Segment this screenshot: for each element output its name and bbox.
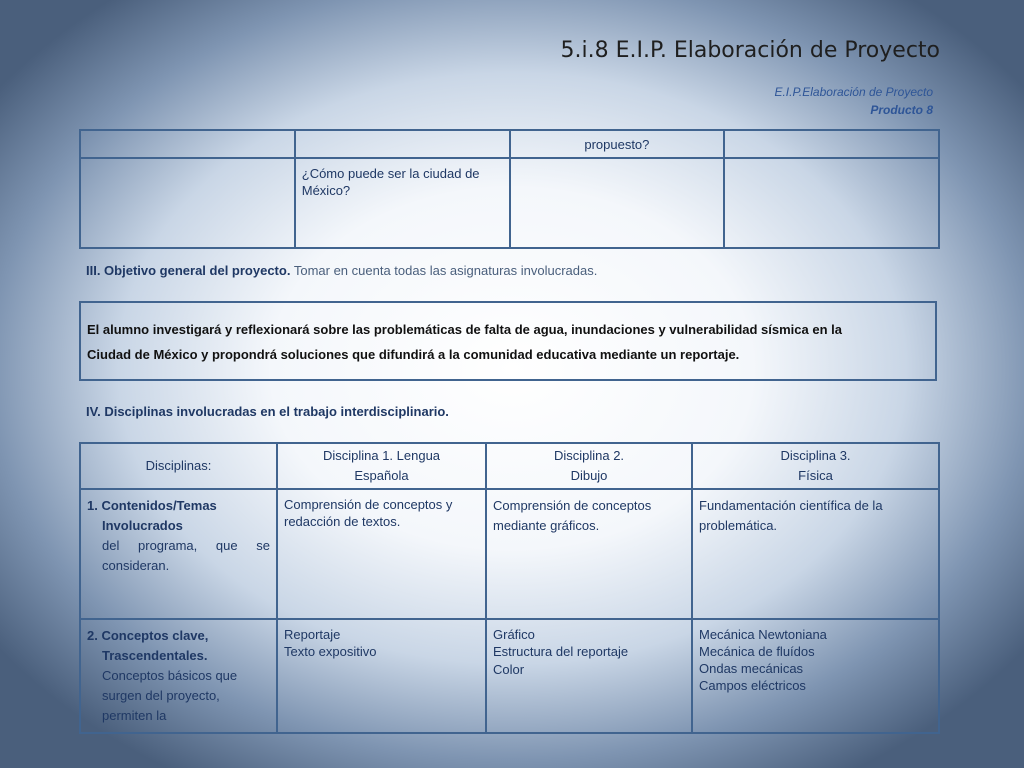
header-line: Disciplina 2. bbox=[553, 448, 625, 463]
objective-box bbox=[79, 301, 937, 381]
row-description: permiten la bbox=[102, 708, 167, 723]
row-label: 2. Conceptos clave, bbox=[87, 628, 209, 643]
top-table bbox=[79, 129, 940, 249]
list-item: Estructura del reportaje bbox=[493, 644, 629, 659]
header-line: Española bbox=[354, 468, 409, 483]
table-cell bbox=[277, 619, 486, 733]
list-item: Campos eléctricos bbox=[699, 678, 806, 693]
objective-line-2: Ciudad de México y propondrá soluciones que difundirá a la comunidad educativa mediante un reportaje. bbox=[87, 347, 740, 362]
table-cell bbox=[692, 619, 939, 733]
table-cell: ¿Cómo puede ser la ciudad de México? bbox=[295, 158, 510, 248]
disciplines-table bbox=[79, 442, 940, 734]
row-label: Involucrados bbox=[102, 518, 183, 533]
header-cell bbox=[277, 443, 486, 489]
table-row bbox=[80, 619, 939, 733]
table-cell bbox=[295, 130, 510, 158]
list-item: Mecánica de fluídos bbox=[699, 644, 815, 659]
row-label-cell bbox=[80, 489, 277, 619]
table-row bbox=[80, 130, 939, 158]
table-row bbox=[80, 489, 939, 619]
row-label: Trascendentales. bbox=[102, 648, 208, 663]
header-cell bbox=[692, 443, 939, 489]
table-row bbox=[80, 158, 939, 248]
section-3-label: III. Objetivo general del proyecto. bbox=[86, 263, 291, 278]
section-3-text: Tomar en cuenta todas las asignaturas involucradas. bbox=[293, 263, 598, 278]
table-cell bbox=[724, 158, 939, 248]
product-label: Producto 8 bbox=[870, 103, 933, 117]
row-description: surgen del proyecto, bbox=[102, 688, 220, 703]
section-4-label: IV. Disciplinas involucradas en el trabajo interdisciplinario. bbox=[86, 404, 449, 419]
row-description: Conceptos básicos que bbox=[102, 668, 238, 683]
header-line: Disciplina 3. bbox=[780, 448, 851, 463]
header-line: Dibujo bbox=[570, 468, 608, 483]
table-cell: Fundamentación científica de la problemática. bbox=[692, 489, 939, 619]
table-cell bbox=[510, 158, 725, 248]
header-line: Disciplina 1. Lengua bbox=[322, 448, 441, 463]
list-item: Ondas mecánicas bbox=[699, 661, 804, 676]
table-cell bbox=[724, 130, 939, 158]
header-cell bbox=[486, 443, 692, 489]
table-cell bbox=[80, 130, 295, 158]
table-cell: Comprensión de conceptos mediante gráficos. bbox=[486, 489, 692, 619]
table-cell bbox=[80, 158, 295, 248]
table-cell bbox=[486, 619, 692, 733]
row-label: 1. Contenidos/Temas bbox=[87, 498, 217, 513]
header-cell bbox=[80, 443, 277, 489]
table-cell: Comprensión de conceptos y redacción de textos. bbox=[277, 489, 486, 619]
list-item: Texto expositivo bbox=[284, 644, 377, 659]
header-line: Física bbox=[798, 468, 833, 483]
page-subtitle: E.I.P.Elaboración de Proyecto bbox=[774, 85, 933, 99]
section-3-heading bbox=[86, 263, 597, 278]
list-item: Color bbox=[493, 662, 525, 677]
row-description: consideran. bbox=[102, 558, 170, 573]
row-description: del programa, que se bbox=[102, 538, 270, 553]
page-title: 5.i.8 E.I.P. Elaboración de Proyecto bbox=[560, 38, 940, 63]
table-header-row bbox=[80, 443, 939, 489]
list-item: Gráfico bbox=[493, 627, 535, 642]
objective-line-1: El alumno investigará y reflexionará sobre las problemáticas de falta de agua, inundaciones y vulnerabilidad sísmica en la bbox=[87, 322, 842, 337]
row-label-cell bbox=[80, 619, 277, 733]
table-cell: propuesto? bbox=[510, 130, 725, 158]
header-line: Disciplinas: bbox=[145, 458, 212, 473]
list-item: Mecánica Newtoniana bbox=[699, 627, 827, 642]
section-4-heading bbox=[86, 404, 449, 419]
list-item: Reportaje bbox=[284, 627, 341, 642]
